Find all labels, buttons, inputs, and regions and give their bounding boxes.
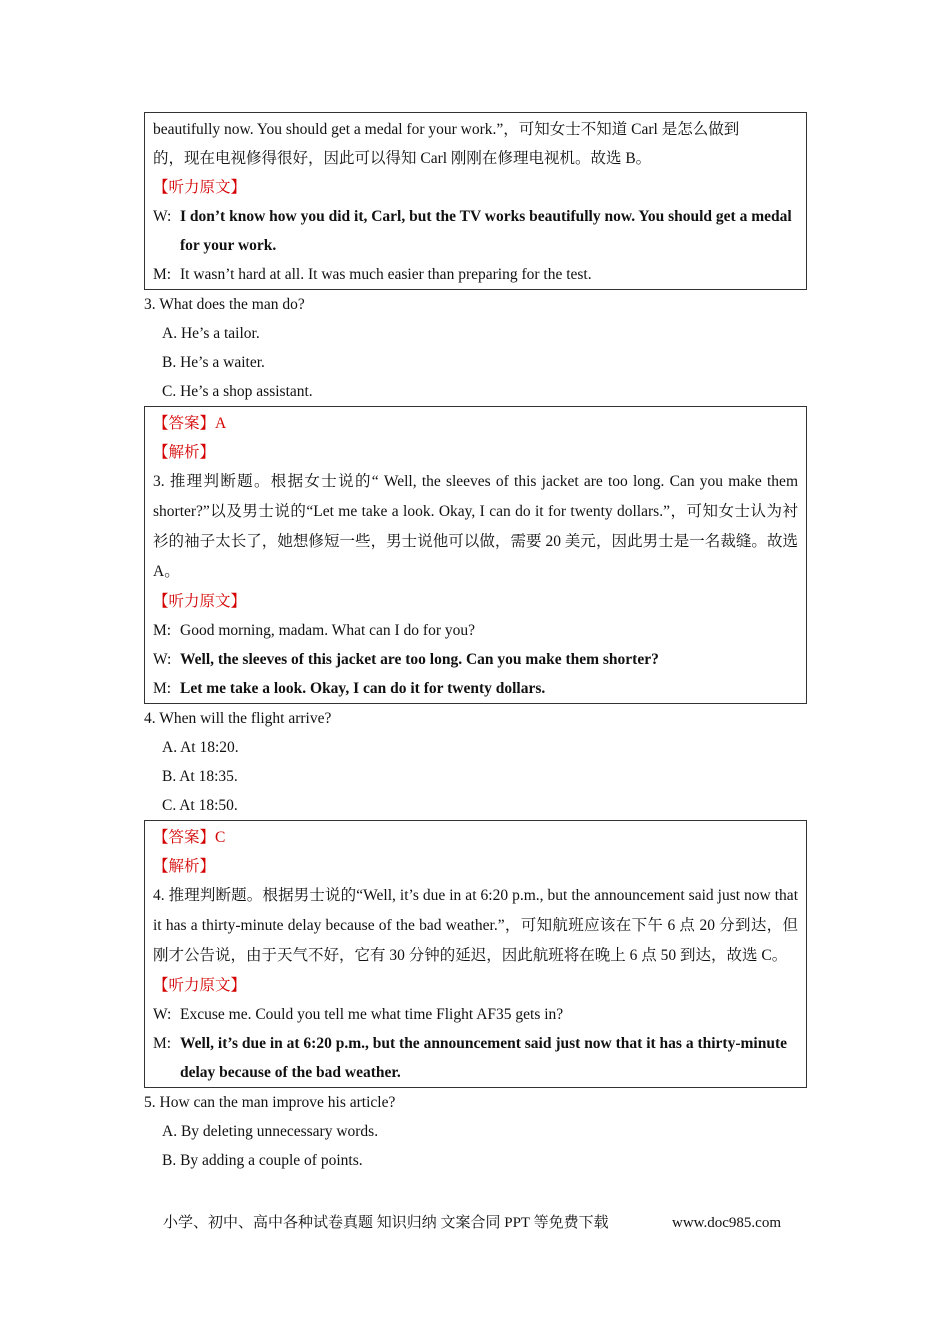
dialog-line — [153, 202, 798, 260]
analysis-text: beautifully now. You should get a medal for your work.”，可知女士不知道 Carl 是怎么做到 — [153, 121, 740, 138]
option-b: B. By adding a couple of points. — [162, 1152, 363, 1169]
speaker-label: M: — [153, 1035, 172, 1052]
transcript-label: 【听力原文】 — [153, 593, 247, 610]
dialog-line — [153, 260, 798, 289]
document-page — [144, 112, 807, 1175]
speaker-text: Good morning, madam. What can I do for you? — [180, 622, 475, 639]
analysis-text: 4. 推理判断题。根据男士说的“Well, it’s due in at 6:20 p.m., but the announcement said just now that it has a thirty-minute delay because of the bad weather.”，可知航班应该在下午 6 点 20 分到达，但刚才公告说，由于天气不好，它有 30 分钟的延迟，因此航班将在晚上 6 点 50 到达，故选 C。 — [153, 887, 798, 964]
option-c: C. At 18:50. — [162, 797, 238, 814]
question-3: 3. What does the man do? — [144, 296, 305, 313]
analysis-text: 的，现在电视修得很好，因此可以得知 Carl 刚刚在修理电视机。故选 B。 — [153, 150, 652, 167]
speaker-text: Well, the sleeves of this jacket are too long. Can you make them shorter? — [180, 651, 659, 668]
analysis-label: 【解析】 — [153, 444, 216, 461]
analysis-box-q4 — [144, 820, 807, 1088]
transcript-label: 【听力原文】 — [153, 977, 247, 994]
option-a: A. At 18:20. — [162, 739, 239, 756]
speaker-text: Excuse me. Could you tell me what time Flight AF35 gets in? — [180, 1006, 564, 1023]
question-4: 4. When will the flight arrive? — [144, 710, 332, 727]
dialog-line — [153, 616, 798, 645]
dialog-line — [153, 1029, 798, 1087]
speaker-label: M: — [153, 266, 172, 283]
dialog-line — [153, 674, 798, 703]
page-footer — [163, 1210, 803, 1236]
dialog-line — [153, 1000, 798, 1029]
option-b: B. At 18:35. — [162, 768, 238, 785]
speaker-label: W: — [153, 1006, 172, 1023]
option-c: C. He’s a shop assistant. — [162, 383, 313, 400]
question-5: 5. How can the man improve his article? — [144, 1094, 396, 1111]
answer-label: 【答案】C — [153, 829, 226, 846]
speaker-label: M: — [153, 680, 172, 697]
analysis-box-q3 — [144, 406, 807, 704]
speaker-label: W: — [153, 651, 172, 668]
option-a: A. He’s a tailor. — [162, 325, 260, 342]
speaker-text: I don’t know how you did it, Carl, but the TV works beautifully now. You should get a medal for your work. — [180, 208, 792, 254]
speaker-text: Well, it’s due in at 6:20 p.m., but the announcement said just now that it has a thirty-minute delay because of the bad weather. — [180, 1035, 787, 1081]
analysis-label: 【解析】 — [153, 858, 216, 875]
option-a: A. By deleting unnecessary words. — [162, 1123, 379, 1140]
footer-url[interactable]: www.doc985.com — [672, 1215, 782, 1231]
speaker-label: W: — [153, 208, 172, 225]
answer-label: 【答案】A — [153, 415, 227, 432]
transcript-label: 【听力原文】 — [153, 179, 247, 196]
option-b: B. He’s a waiter. — [162, 354, 265, 371]
dialog-line — [153, 645, 798, 674]
footer-text: 小学、初中、高中各种试卷真题 知识归纳 文案合同 PPT 等免费下载 — [163, 1215, 609, 1231]
speaker-text: It wasn’t hard at all. It was much easier than preparing for the test. — [180, 266, 592, 283]
speaker-label: M: — [153, 622, 172, 639]
analysis-box-q2 — [144, 112, 807, 290]
speaker-text: Let me take a look. Okay, I can do it for twenty dollars. — [180, 680, 546, 697]
analysis-text: 3. 推理判断题。根据女士说的“ Well, the sleeves of this jacket are too long. Can you make them shorter?”以及男士说的“Let me take a look. Okay, I can do it for twenty dollars.”，可知女士认为衬衫的袖子太长了，她想修短一些，男士说他可以做，需要 20 美元，因此男士是一名裁缝。故选 A。 — [153, 473, 798, 580]
